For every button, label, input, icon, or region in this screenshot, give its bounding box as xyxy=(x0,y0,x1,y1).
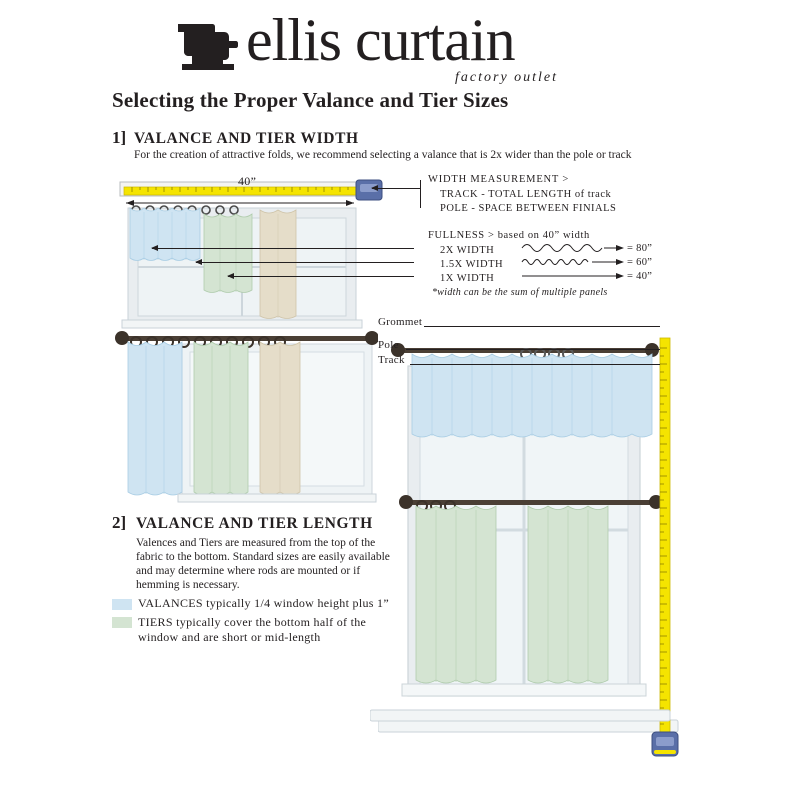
section-1-heading: VALANCE AND TIER WIDTH xyxy=(134,130,359,147)
pole-leader xyxy=(406,349,660,350)
grommet-leader xyxy=(424,326,660,327)
medium-wave-icon xyxy=(522,260,588,265)
section-1-subtext: For the creation of attractive folds, we recommend selecting a valance that is 2x wider than the pole or track xyxy=(134,149,632,161)
page-title: Selecting the Proper Valance and Tier Sizes xyxy=(112,88,509,112)
sewing-machine-icon xyxy=(176,20,240,72)
tier-length-panels-left xyxy=(108,318,378,508)
valance-legend: VALANCES typically 1/4 window height plus 1” xyxy=(138,596,389,610)
width-measurement-bracket xyxy=(420,180,421,208)
fullness-row-15x-label: 1.5X WIDTH xyxy=(440,259,504,270)
large-wave-icon xyxy=(522,245,602,252)
arrow-2x-to-panel xyxy=(152,248,414,249)
fullness-title: FULLNESS > based on 40” width xyxy=(428,230,590,241)
arrow-15x-to-panel xyxy=(196,262,414,263)
fullness-row-2x-result: = 80” xyxy=(627,243,653,254)
section-2-number: 2] xyxy=(112,513,127,532)
section-2-heading: VALANCE AND TIER LENGTH xyxy=(136,515,373,532)
width-annotation-track: TRACK - TOTAL LENGTH of track xyxy=(440,189,612,200)
brand-tagline: factory outlet xyxy=(455,70,559,85)
valance-tier-length-diagram xyxy=(378,318,688,766)
fullness-waves xyxy=(520,240,630,286)
tier-swatch xyxy=(112,617,132,628)
tape-measure-label: 40” xyxy=(238,174,257,188)
label-track: Track xyxy=(378,354,405,366)
track-leader xyxy=(410,364,660,365)
arrow-1x-to-panel xyxy=(228,276,414,277)
fullness-row-15x-result: = 60” xyxy=(627,257,653,268)
fullness-row-2x-label: 2X WIDTH xyxy=(440,245,495,256)
floor-strip xyxy=(370,706,690,726)
width-measurement-leader xyxy=(372,188,420,189)
label-grommet: Grommet xyxy=(378,316,423,328)
brand-name: ellis curtain xyxy=(246,7,515,73)
fullness-footnote: *width can be the sum of multiple panels xyxy=(432,287,608,298)
fullness-row-1x-result: = 40” xyxy=(627,271,653,282)
label-pole: Pole xyxy=(378,339,399,351)
width-annotation-pole: POLE - SPACE BETWEEN FINIALS xyxy=(440,203,617,214)
tier-legend: TIERS typically cover the bottom half of the window and are short or mid-length xyxy=(138,615,367,644)
section-1-number: 1] xyxy=(112,128,127,147)
width-measurement-title: WIDTH MEASUREMENT > xyxy=(428,174,570,185)
valance-swatch xyxy=(112,599,132,610)
brand-header xyxy=(0,8,800,86)
section-2-subtext: Valences and Tiers are measured from the top of the fabric to the bottom. Standard sizes are easily available and may determine where rods are mounted or if hemming is necessary. xyxy=(136,537,390,591)
fullness-row-1x-label: 1X WIDTH xyxy=(440,273,495,284)
